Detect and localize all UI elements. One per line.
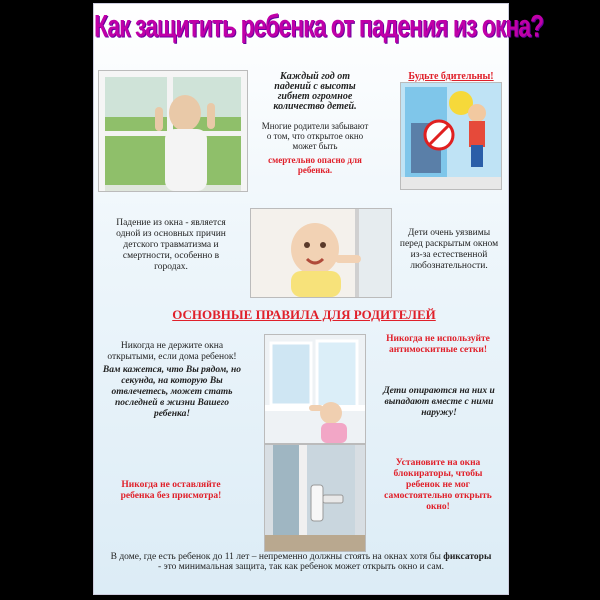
photo-child-at-window [98, 70, 248, 192]
bottom-note-fixators: фиксаторы [443, 552, 492, 562]
illustration-child-window [400, 82, 502, 190]
photo-window-lock [264, 444, 366, 552]
poster [94, 4, 544, 594]
rule-keep-windows-closed-text: Никогда не держите окна открытыми, если дома ребенок! [107, 341, 237, 362]
fall-cause-text: Падение из окна - является одной из основных причин детского травматизма и смертности, особенно в городах. [116, 218, 226, 272]
annual-deaths-note: Каждый год от падений с высоты гибнет огромное количество детей. [273, 71, 357, 112]
rules-heading: ОСНОВНЫЕ ПРАВИЛА ДЛЯ РОДИТЕЛЕЙ [172, 307, 436, 322]
photo-baby-at-window-image [251, 209, 391, 297]
parents-forget-text: Многие родители забывают о том, что открытое окно может быть [261, 121, 369, 151]
bottom-note [108, 552, 494, 572]
bottom-note-suffix: - это минимальная защита, так как ребенок может открыть окно и сам. [158, 562, 444, 572]
photo-baby-open-window-image [265, 335, 365, 443]
rule-keep-windows-closed-warning: Вам кажется, что Вы рядом, но секунда, на которую Вы отвлечетесь, может стать последней в жизни Вашего ребенка! [102, 365, 242, 419]
rule-install-blockers: Установите на окна блокираторы, чтобы ребенок не мог самостоятельно открыть окно! [384, 458, 492, 512]
photo-child-at-window-image [99, 71, 247, 191]
deadly-danger-text: смертельно опасно для ребенка. [268, 155, 362, 175]
be-vigilant-label: Будьте бдительны! [408, 71, 494, 82]
rule-no-mosquito-nets: Никогда не используйте антимоскитные сетки! [386, 334, 490, 355]
rule-no-mosquito-nets-warning: Дети опираются на них и выпадают вместе с ними наружу! [383, 386, 495, 418]
curiosity-text: Дети очень уязвимы перед раскрытым окном из-за естественной любознательности. [399, 228, 499, 271]
photo-baby-open-window [264, 334, 366, 444]
photo-baby-at-window [250, 208, 392, 298]
photo-window-lock-image [265, 445, 365, 551]
rule-keep-windows-closed [102, 341, 242, 420]
bottom-note-prefix: В доме, где есть ребенок до 11 лет – непременно должны стоять на окнах хотя бы [110, 552, 441, 562]
illustration-child-window-image [401, 83, 501, 189]
parents-forget-note [260, 121, 370, 175]
rule-never-leave-unattended: Никогда не оставляйте ребенка без присмотра! [120, 480, 222, 501]
poster-title: Как защитить ребенка от падения из окна? [94, 8, 544, 44]
